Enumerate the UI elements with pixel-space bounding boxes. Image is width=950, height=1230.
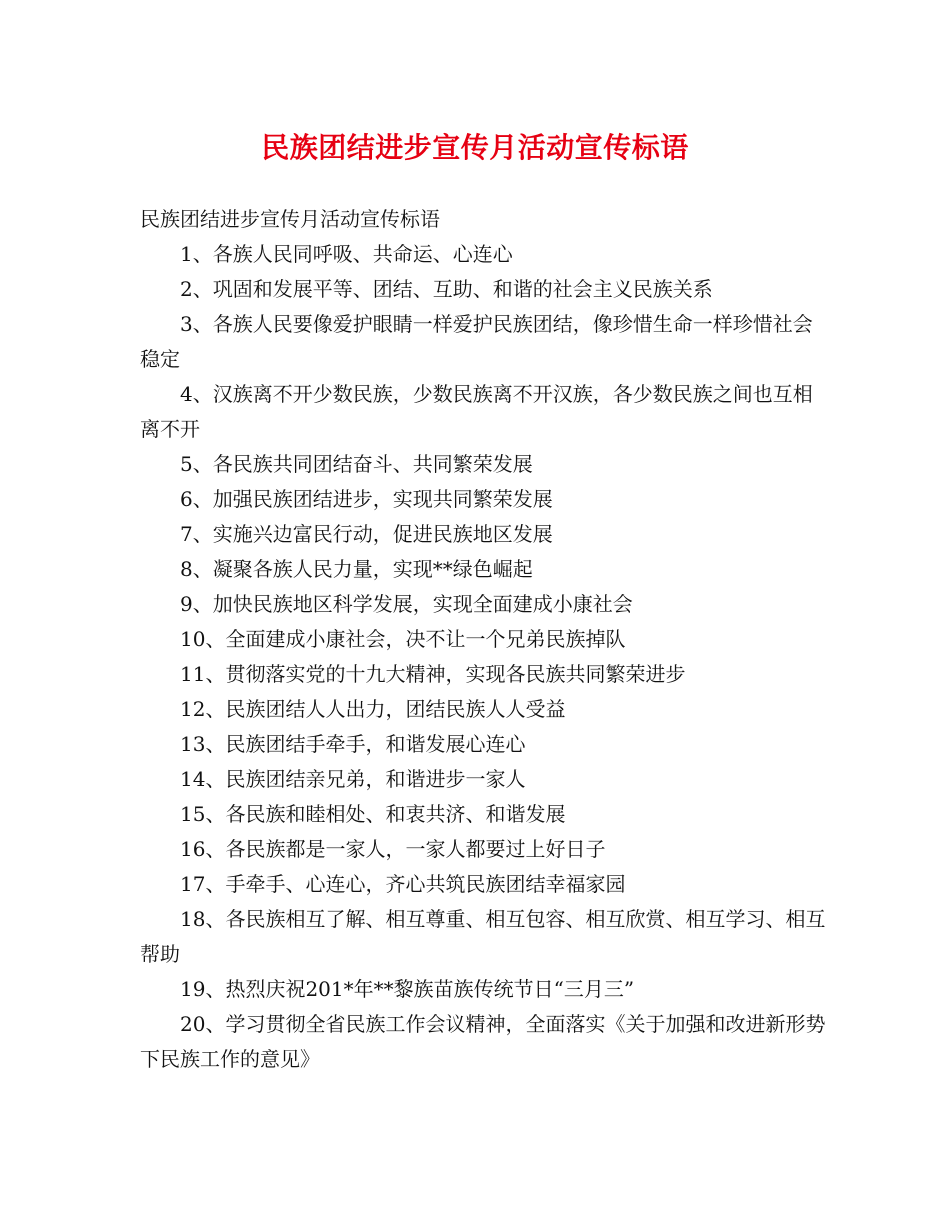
slogan-item-2: 2、巩固和发展平等、团结、互助、和谐的社会主义民族关系 (180, 277, 713, 301)
slogan-item-18: 18、各民族相互了解、相互尊重、相互包容、相互欣赏、相互学习、相互帮助 (140, 907, 826, 966)
slogan-item-8: 8、凝聚各族人民力量，实现**绿色崛起 (180, 557, 533, 581)
slogan-item-3: 3、各族人民要像爱护眼睛一样爱护民族团结，像珍惜生命一样珍惜社会稳定 (140, 312, 813, 371)
slogan-item-10: 10、全面建成小康社会，决不让一个兄弟民族掉队 (180, 627, 626, 651)
slogan-item-13: 13、民族团结手牵手，和谐发展心连心 (180, 732, 526, 756)
document-title: 民族团结进步宣传月活动宣传标语 (261, 131, 689, 164)
slogan-item-7: 7、实施兴边富民行动，促进民族地区发展 (180, 522, 553, 546)
document-body (140, 202, 830, 1077)
slogan-item-11: 11、贯彻落实党的十九大精神，实现各民族共同繁荣进步 (180, 662, 686, 686)
slogan-item-20: 20、学习贯彻全省民族工作会议精神，全面落实《关于加强和改进新形势下民族工作的意见》 (140, 1012, 826, 1071)
slogan-item-4: 4、汉族离不开少数民族，少数民族离不开汉族，各少数民族之间也互相离不开 (140, 382, 813, 441)
slogan-item-6: 6、加强民族团结进步，实现共同繁荣发展 (180, 487, 553, 511)
slogan-item-9: 9、加快民族地区科学发展，实现全面建成小康社会 (180, 592, 633, 616)
slogan-item-17: 17、手牵手、心连心，齐心共筑民族团结幸福家园 (180, 872, 626, 896)
slogan-item-16: 16、各民族都是一家人，一家人都要过上好日子 (180, 837, 606, 861)
slogan-item-5: 5、各民族共同团结奋斗、共同繁荣发展 (180, 452, 533, 476)
slogan-item-12: 12、民族团结人人出力，团结民族人人受益 (180, 697, 566, 721)
slogan-item-15: 15、各民族和睦相处、和衷共济、和谐发展 (180, 802, 566, 826)
slogan-item-19: 19、热烈庆祝201*年**黎族苗族传统节日“三月三” (180, 977, 635, 1001)
slogan-item-1: 1、各族人民同呼吸、共命运、心连心 (180, 242, 513, 266)
intro-line: 民族团结进步宣传月活动宣传标语 (140, 207, 440, 231)
slogan-item-14: 14、民族团结亲兄弟，和谐进步一家人 (180, 767, 526, 791)
